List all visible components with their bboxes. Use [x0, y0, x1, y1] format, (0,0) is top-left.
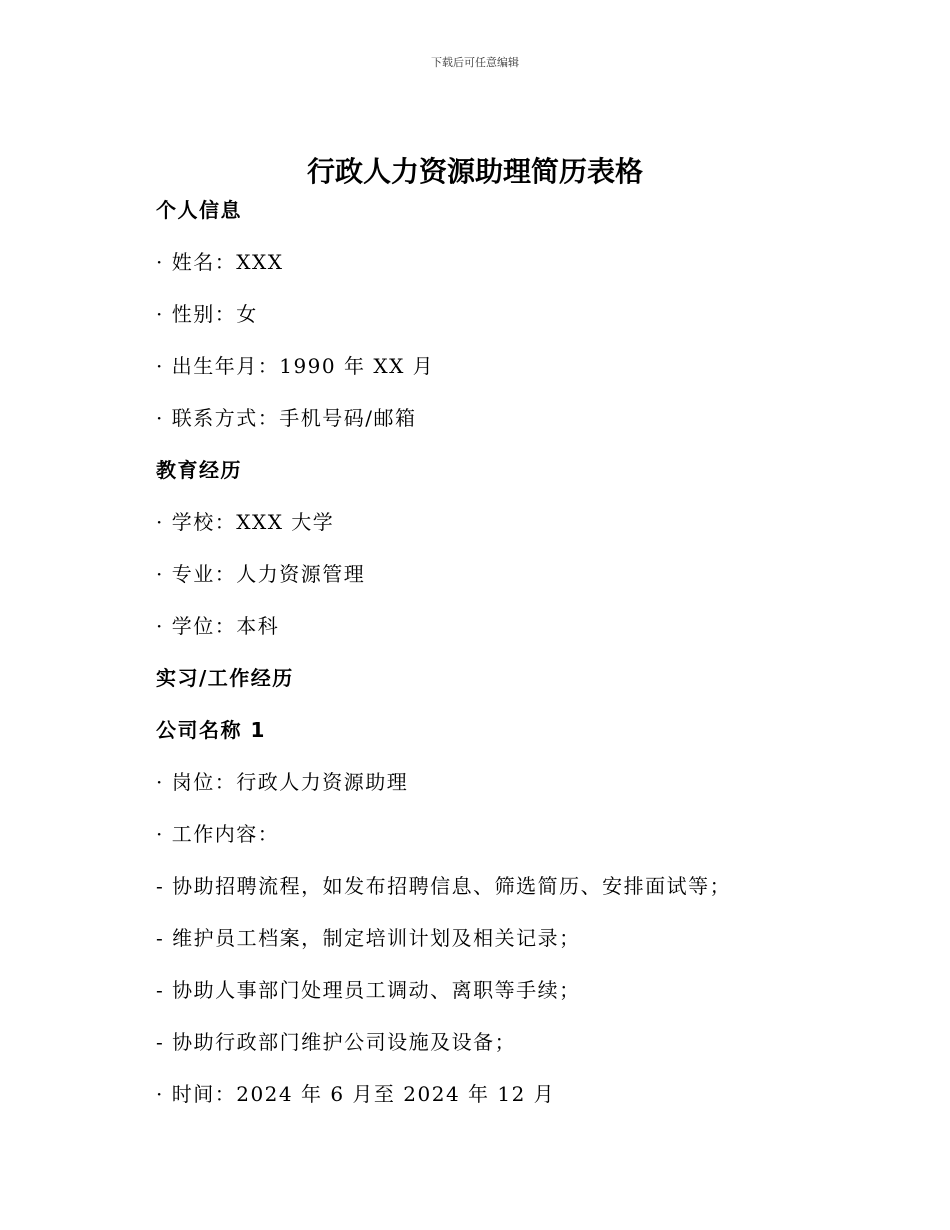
experience-period-item: · 时间：2024 年 6 月至 2024 年 12 月 [156, 1082, 556, 1106]
personal-gender-item: · 性别：女 [156, 302, 258, 326]
section-heading-personal: 个人信息 [156, 198, 242, 222]
duty-item-recruiting: - 协助招聘流程，如发布招聘信息、筛选简历、安排面试等； [156, 874, 732, 898]
duty-item-facilities: - 协助行政部门维护公司设施及设备； [156, 1030, 517, 1054]
page-header-note: 下载后可任意编辑 [431, 56, 519, 69]
personal-name-item: · 姓名：XXX [156, 250, 284, 274]
document-title: 行政人力资源助理简历表格 [306, 155, 643, 188]
personal-contact-item: · 联系方式：手机号码/邮箱 [156, 406, 417, 430]
experience-position-item: · 岗位：行政人力资源助理 [156, 770, 409, 794]
section-heading-experience: 实习/工作经历 [156, 666, 294, 690]
company-name-heading: 公司名称 1 [156, 718, 266, 742]
personal-birth-item: · 出生年月：1990 年 XX 月 [156, 354, 435, 378]
education-major-item: · 专业：人力资源管理 [156, 562, 366, 586]
experience-duties-label: · 工作内容： [156, 822, 280, 846]
education-degree-item: · 学位：本科 [156, 614, 280, 638]
duty-item-records: - 维护员工档案，制定培训计划及相关记录； [156, 926, 581, 950]
section-heading-education: 教育经历 [156, 458, 242, 482]
education-school-item: · 学校：XXX 大学 [156, 510, 335, 534]
resume-body [156, 196, 796, 1132]
duty-item-transfers: - 协助人事部门处理员工调动、离职等手续； [156, 978, 581, 1002]
